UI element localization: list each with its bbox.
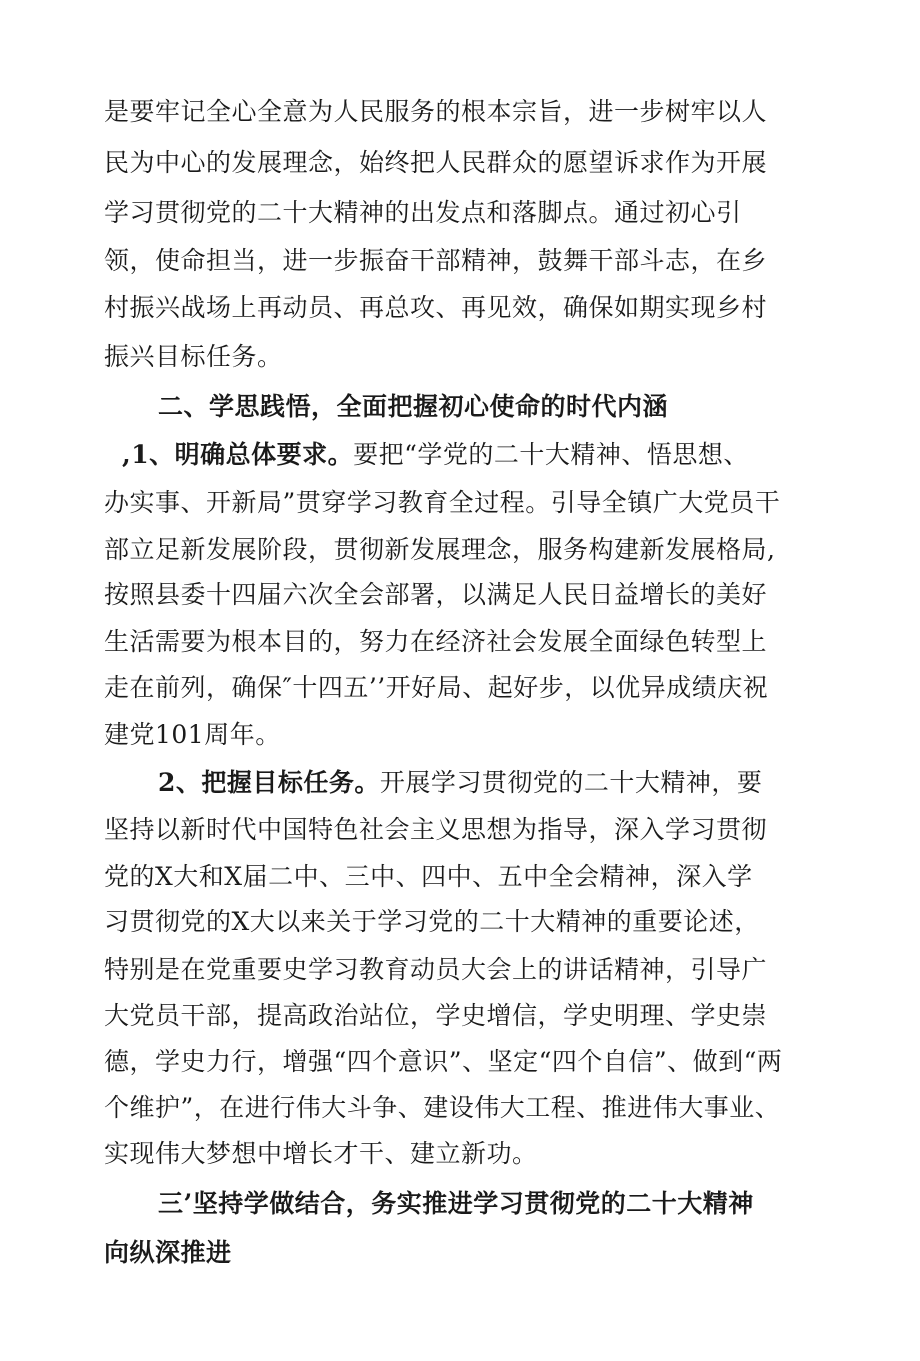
section-heading-continued: 向纵深推进 [104, 1238, 232, 1267]
paragraph-line: 是要牢记全心全意为人民服务的根本宗旨，进一步树牢以人 [104, 97, 768, 126]
paragraph-line: 个维护”，在进行伟大斗争、建设伟大工程、推进伟大事业、 [104, 1093, 781, 1122]
paragraph-line: 党的X大和X届二中、三中、四中、五中全会精神，深入学 [104, 862, 753, 891]
paragraph-line: 德，学史力行，增强“四个意识”、坚定“四个自信”、做到“两 [104, 1047, 783, 1076]
paragraph-line: 生活需要为根本目的，努力在经济社会发展全面绿色转型上 [104, 627, 768, 656]
paragraph-line: 民为中心的发展理念，始终把人民群众的愿望诉求作为开展 [104, 148, 768, 177]
paragraph-line: 特别是在党重要史学习教育动员大会上的讲话精神，引导广 [104, 955, 768, 984]
paragraph-line: 学习贯彻党的二十大精神的出发点和落脚点。通过初心引 [104, 198, 742, 227]
item-prefix: ,1、 [122, 440, 175, 469]
paragraph-line: 领，使命担当，进一步振奋干部精神，鼓舞干部斗志，在乡 [104, 246, 768, 275]
item-title: 2、把握目标任务。 [158, 768, 380, 797]
paragraph-line: 走在前列，确保″十四五’’开好局、起好步，以优异成绩庆祝 [104, 673, 769, 702]
paragraph-line: 村振兴战场上再动员、再总攻、再见效，确保如期实现乡村 [104, 293, 768, 322]
paragraph-line: 习贯彻党的X大以来关于学习党的二十大精神的重要论述， [104, 907, 760, 936]
paragraph-line: 按照县委十四届六次全会部署，以满足人民日益增长的美好 [104, 580, 768, 609]
paragraph-line: 振兴目标任务。 [104, 342, 283, 371]
item-first-line [158, 768, 762, 798]
paragraph-line: 大党员干部，提高政治站位，学史增信，学史明理、学史崇 [104, 1001, 768, 1030]
paragraph-line: 办实事、开新局”贯穿学习教育全过程。引导全镇广大党员干 [104, 488, 781, 517]
item-first-line [122, 440, 749, 470]
paragraph-line: 建党101周年。 [104, 720, 281, 749]
paragraph-line: 部立足新发展阶段，贯彻新发展理念，服务构建新发展格局, [104, 535, 776, 564]
item-text: 开展学习贯彻党的二十大精神，要 [379, 768, 763, 797]
item-text: 要把“学党的二十大精神、悟思想、 [353, 440, 749, 469]
paragraph-line: 实现伟大梦想中增长才干、建立新功。 [104, 1139, 538, 1168]
section-heading: 二、学思践悟，全面把握初心使命的时代内涵 [158, 392, 669, 421]
item-title: 明确总体要求。 [174, 440, 354, 469]
section-heading: 三’坚持学做结合，务实推进学习贯彻党的二十大精神 [158, 1189, 754, 1218]
paragraph-line: 坚持以新时代中国特色社会主义思想为指导，深入学习贯彻 [104, 815, 768, 844]
